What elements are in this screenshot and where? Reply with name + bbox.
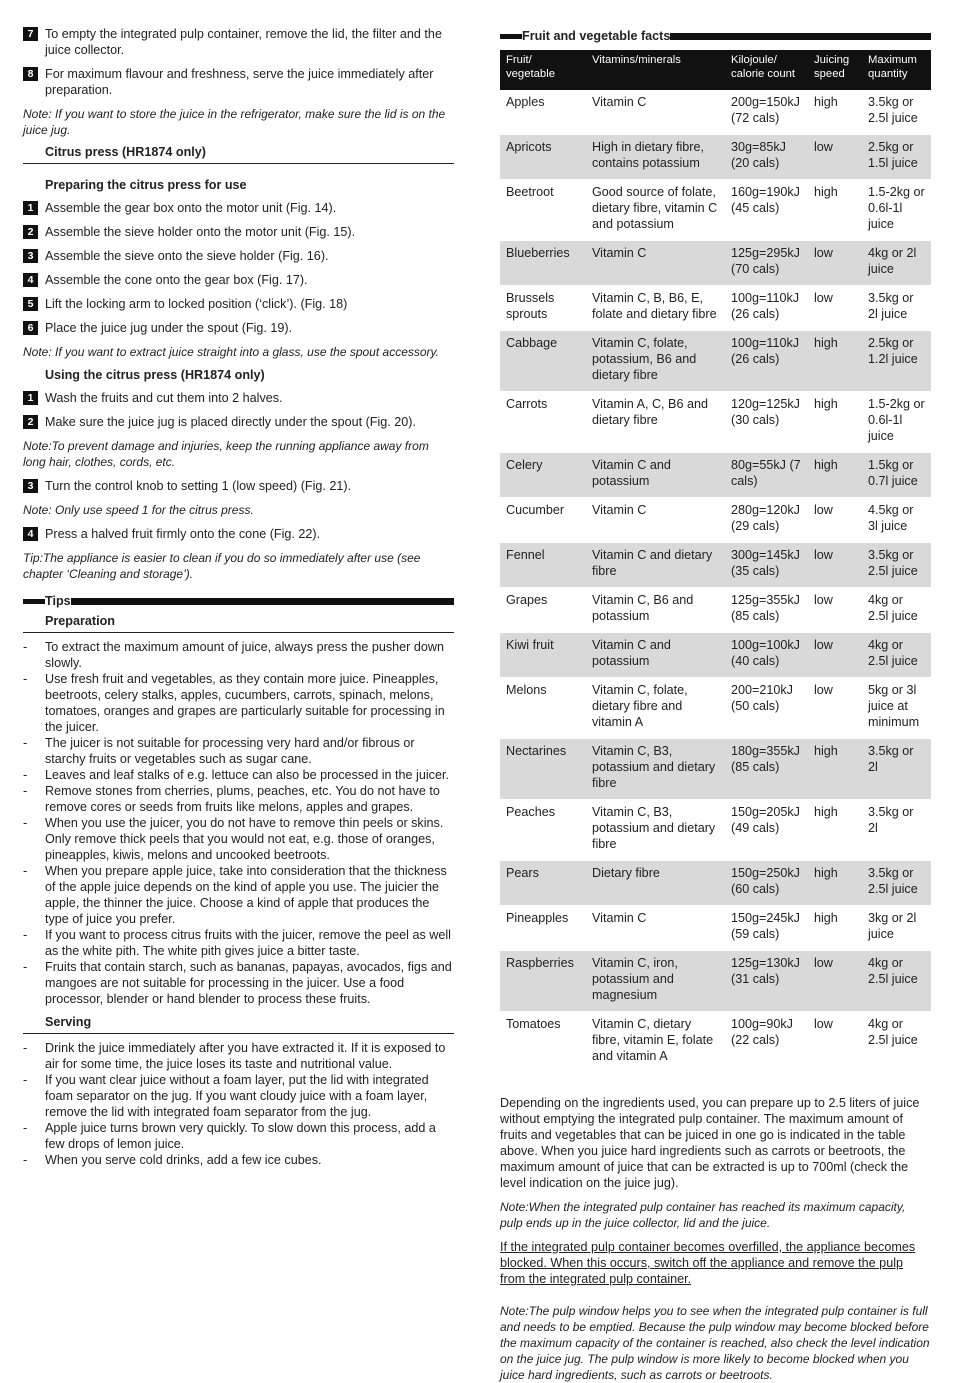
quantity-cell: 1.5-2kg or 0.6l-1l juice [862, 180, 931, 241]
speed-cell: low [808, 543, 862, 588]
using-heading: Using the citrus press (HR1874 only) [45, 368, 265, 382]
step-number: 7 [23, 27, 38, 41]
calorie-cell: 100g=100kJ (40 cals) [725, 633, 808, 678]
vitamins-cell: Vitamin C [586, 498, 725, 543]
step-number: 2 [23, 225, 38, 239]
vitamins-cell: Vitamin C [586, 241, 725, 286]
quantity-cell: 5kg or 3l juice at minimum [862, 678, 931, 739]
table-row [500, 906, 931, 951]
quantity-cell: 4kg or 2l juice [862, 241, 931, 286]
fruit-name-cell: Tomatoes [500, 1012, 586, 1073]
list-item: - Remove stones from cherries, plums, peaches, etc. You do not have to remove cores or seeds from fruits like melons, apples and grapes. [23, 783, 454, 815]
fruit-name-cell: Nectarines [500, 739, 586, 800]
calorie-cell: 120g=125kJ (30 cals) [725, 392, 808, 453]
serving-list [23, 1040, 454, 1168]
quantity-cell: 3.5kg or 2.5l juice [862, 861, 931, 906]
calorie-cell: 125g=355kJ (85 cals) [725, 588, 808, 633]
left-column [23, 0, 454, 1168]
vitamins-cell: Vitamin C, B3, potassium and dietary fibre [586, 800, 725, 861]
citrus-press-heading: Citrus press (HR1874 only) [23, 143, 454, 164]
vitamins-cell: Vitamin C, dietary fibre, vitamin E, folate and vitamin A [586, 1012, 725, 1073]
speed-cell: high [808, 180, 862, 241]
fruit-name-cell: Carrots [500, 392, 586, 453]
step-number: 4 [23, 273, 38, 287]
step-7 [23, 26, 454, 58]
quantity-cell: 4kg or 2.5l juice [862, 951, 931, 1012]
speed-cell: low [808, 678, 862, 739]
list-item: - If you want clear juice without a foam layer, put the lid with integrated foam separator on the jug. If you want cloudy juice with a foam layer, remove the lid with integrated foam separator from the jug. [23, 1072, 454, 1120]
prep-step [23, 200, 454, 216]
speed-cell: low [808, 1012, 862, 1073]
tips-section-bar [23, 593, 454, 609]
list-item: - If you want to process citrus fruits with the juicer, remove the peel as well as the white pith. The white pith gives juice a bitter taste. [23, 927, 454, 959]
step-number: 1 [23, 201, 38, 215]
quantity-cell: 4kg or 2.5l juice [862, 588, 931, 633]
column-header: Juicing speed [808, 50, 862, 90]
calorie-cell: 150g=250kJ (60 cals) [725, 861, 808, 906]
fruit-name-cell: Melons [500, 678, 586, 739]
table-row [500, 135, 931, 180]
table-header-row [500, 50, 931, 90]
facts-section-bar [500, 28, 931, 44]
step-text: Make sure the juice jug is placed directly under the spout (Fig. 20). [45, 415, 417, 429]
table-row [500, 90, 931, 135]
fruit-name-cell: Cucumber [500, 498, 586, 543]
section-bar-lead [23, 599, 45, 604]
vitamins-cell: Good source of folate, dietary fibre, vitamin C and potassium [586, 180, 725, 241]
fruit-name-cell: Kiwi fruit [500, 633, 586, 678]
table-row [500, 861, 931, 906]
step-text: Lift the locking arm to locked position (‘click’). (Fig. 18) [45, 297, 348, 311]
quantity-cell: 3.5kg or 2.5l juice [862, 90, 931, 135]
list-item: - Drink the juice immediately after you have extracted it. If it is exposed to air for some time, the juice loses its taste and nutritional value. [23, 1040, 454, 1072]
fruit-name-cell: Cabbage [500, 331, 586, 392]
step-text: Assemble the gear box onto the motor unit (Fig. 14). [45, 201, 337, 215]
fruit-name-cell: Peaches [500, 800, 586, 861]
table-row [500, 241, 931, 286]
vitamins-cell: Vitamin C, B, B6, E, folate and dietary fibre [586, 286, 725, 331]
quantity-cell: 3.5kg or 2.5l juice [862, 543, 931, 588]
vitamins-cell: Vitamin C [586, 90, 725, 135]
speed-cell: high [808, 90, 862, 135]
speed-cell: high [808, 906, 862, 951]
speed-cell: high [808, 861, 862, 906]
using-step [23, 414, 454, 430]
prep-step [23, 272, 454, 288]
table-row [500, 392, 931, 453]
speed-cell: low [808, 241, 862, 286]
step-text: Place the juice jug under the spout (Fig. 19). [45, 321, 293, 335]
speed-cell: low [808, 951, 862, 1012]
preparation-heading: Preparation [23, 612, 454, 633]
table-row [500, 543, 931, 588]
step-text: For maximum flavour and freshness, serve the juice immediately after preparation. [45, 67, 434, 97]
list-item: - The juicer is not suitable for processing very hard and/or fibrous or starchy fruits or vegetables such as sugar cane. [23, 735, 454, 767]
calorie-cell: 150g=205kJ (49 cals) [725, 800, 808, 861]
prep-step [23, 248, 454, 264]
section-bar-fill [670, 33, 931, 40]
fruit-name-cell: Apricots [500, 135, 586, 180]
quantity-cell: 3.5kg or 2l juice [862, 286, 931, 331]
prep-step [23, 320, 454, 336]
calorie-cell: 125g=130kJ (31 cals) [725, 951, 808, 1012]
vitamins-cell: Vitamin C, B3, potassium and dietary fibre [586, 739, 725, 800]
note-pulp-window: Note:The pulp window helps you to see when the integrated pulp container is full and needs to be emptied. Because the pulp window may become blocked before the maximum capacity of the container is reached, also check the level indication on the juice jug. The pulp window is more likely to become blocked when you juice hard ingredients, such as carrots or beetroots. [500, 1304, 930, 1382]
note-glass: Note: If you want to extract juice straight into a glass, use the spout accessory. [23, 345, 439, 359]
using-step [23, 526, 454, 542]
vitamins-cell: Vitamin C, folate, dietary fibre and vitamin A [586, 678, 725, 739]
speed-cell: low [808, 286, 862, 331]
table-row [500, 286, 931, 331]
table-row [500, 633, 931, 678]
step-text: To empty the integrated pulp container, remove the lid, the filter and the juice collector. [45, 27, 442, 57]
fruit-name-cell: Beetroot [500, 180, 586, 241]
quantity-cell: 3kg or 2l juice [862, 906, 931, 951]
step-text: Wash the fruits and cut them into 2 halves. [45, 391, 283, 405]
step-text: Press a halved fruit firmly onto the cone (Fig. 22). [45, 527, 321, 541]
step-number: 4 [23, 527, 38, 541]
vitamins-cell: Dietary fibre [586, 861, 725, 906]
calorie-cell: 100g=90kJ (22 cals) [725, 1012, 808, 1073]
capacity-paragraph: Depending on the ingredients used, you can prepare up to 2.5 liters of juice without emptying the integrated pulp container. The maximum amount of fruits and vegetables that can be juiced in one go is indicated in the table above. When you juice hard ingredients such as carrots or beetroots, the maximum amount of juice that can be extracted is up to 700ml (check the level indication on the juice jug). [500, 1096, 920, 1190]
step-number: 3 [23, 479, 38, 493]
speed-cell: high [808, 331, 862, 392]
calorie-cell: 200g=150kJ (72 cals) [725, 90, 808, 135]
tip-clean: Tip:The appliance is easier to clean if you do so immediately after use (see chapter ‘Cleaning and storage’). [23, 551, 421, 581]
quantity-cell: 3.5kg or 2l [862, 800, 931, 861]
vitamins-cell: Vitamin A, C, B6 and dietary fibre [586, 392, 725, 453]
section-bar-lead [500, 34, 522, 39]
speed-cell: high [808, 392, 862, 453]
preparing-steps [23, 200, 454, 336]
note-capacity: Note:When the integrated pulp container has reached its maximum capacity, pulp ends up in the juice collector, lid and the juice. [500, 1200, 906, 1230]
calorie-cell: 125g=295kJ (70 cals) [725, 241, 808, 286]
prep-step [23, 296, 454, 312]
serving-heading: Serving [23, 1013, 454, 1034]
calorie-cell: 100g=110kJ (26 cals) [725, 286, 808, 331]
fruit-name-cell: Grapes [500, 588, 586, 633]
list-item: - When you serve cold drinks, add a few ice cubes. [23, 1152, 454, 1168]
overfilled-warning: If the integrated pulp container becomes overfilled, the appliance becomes blocked. When this occurs, switch off the appliance and remove the pulp from the integrated pulp container. [500, 1240, 916, 1286]
list-item: - Apple juice turns brown very quickly. To slow down this process, add a few drops of lemon juice. [23, 1120, 454, 1152]
calorie-cell: 150g=245kJ (59 cals) [725, 906, 808, 951]
step-text: Assemble the sieve holder onto the motor unit (Fig. 15). [45, 225, 356, 239]
vitamins-cell: Vitamin C [586, 906, 725, 951]
step-text: Turn the control knob to setting 1 (low speed) (Fig. 21). [45, 479, 352, 493]
fruit-name-cell: Pears [500, 861, 586, 906]
step-number: 5 [23, 297, 38, 311]
fruit-name-cell: Raspberries [500, 951, 586, 1012]
calorie-cell: 280g=120kJ (29 cals) [725, 498, 808, 543]
table-row [500, 678, 931, 739]
fruit-name-cell: Brussels sprouts [500, 286, 586, 331]
note-speed: Note: Only use speed 1 for the citrus press. [23, 503, 254, 517]
preparation-list [23, 639, 454, 1007]
quantity-cell: 3.5kg or 2l [862, 739, 931, 800]
step-number: 8 [23, 67, 38, 81]
quantity-cell: 4kg or 2.5l juice [862, 633, 931, 678]
step-number: 6 [23, 321, 38, 335]
calorie-cell: 160g=190kJ (45 cals) [725, 180, 808, 241]
calorie-cell: 80g=55kJ (7 cals) [725, 453, 808, 498]
column-header: Maximum quantity [862, 50, 931, 90]
speed-cell: low [808, 588, 862, 633]
vitamins-cell: Vitamin C and dietary fibre [586, 543, 725, 588]
quantity-cell: 1.5kg or 0.7l juice [862, 453, 931, 498]
speed-cell: high [808, 739, 862, 800]
fruit-name-cell: Celery [500, 453, 586, 498]
table-row [500, 739, 931, 800]
table-row [500, 1012, 931, 1073]
tips-heading: Tips [45, 594, 71, 608]
quantity-cell: 2.5kg or 1.5l juice [862, 135, 931, 180]
table-row [500, 180, 931, 241]
fruit-name-cell: Blueberries [500, 241, 586, 286]
vitamins-cell: Vitamin C, B6 and potassium [586, 588, 725, 633]
vitamins-cell: High in dietary fibre, contains potassium [586, 135, 725, 180]
using-step [23, 390, 454, 406]
table-row [500, 588, 931, 633]
fruit-name-cell: Fennel [500, 543, 586, 588]
calorie-cell: 100g=110kJ (26 cals) [725, 331, 808, 392]
using-step [23, 478, 454, 494]
calorie-cell: 300g=145kJ (35 cals) [725, 543, 808, 588]
quantity-cell: 4.5kg or 3l juice [862, 498, 931, 543]
list-item: - Leaves and leaf stalks of e.g. lettuce can also be processed in the juicer. [23, 767, 454, 783]
list-item: - To extract the maximum amount of juice, always press the pusher down slowly. [23, 639, 454, 671]
table-row [500, 453, 931, 498]
table-row [500, 498, 931, 543]
step-8 [23, 66, 454, 98]
table-row [500, 800, 931, 861]
list-item: - When you prepare apple juice, take into consideration that the thickness of the apple juice depends on the kind of apple you use. The juicier the apple, the thinner the juice. Choose a kind of apple that produces the type of juice you prefer. [23, 863, 454, 927]
note-damage: Note:To prevent damage and injuries, keep the running appliance away from long hair, clothes, cords, etc. [23, 439, 429, 469]
step-number: 2 [23, 415, 38, 429]
prep-step [23, 224, 454, 240]
fruit-facts-table [500, 50, 931, 1073]
calorie-cell: 30g=85kJ (20 cals) [725, 135, 808, 180]
list-item: - Use fresh fruit and vegetables, as they contain more juice. Pineapples, beetroots, celery stalks, apples, cucumbers, carrots, spinach, melons, tomatoes, oranges and grapes are particularly suitable for processing in the juicer. [23, 671, 454, 735]
note-store: Note: If you want to store the juice in the refrigerator, make sure the lid is on the juice jug. [23, 107, 446, 137]
vitamins-cell: Vitamin C and potassium [586, 633, 725, 678]
calorie-cell: 180g=355kJ (85 cals) [725, 739, 808, 800]
quantity-cell: 1.5-2kg or 0.6l-1l juice [862, 392, 931, 453]
speed-cell: low [808, 135, 862, 180]
table-body [500, 90, 931, 1073]
speed-cell: low [808, 633, 862, 678]
list-item: - When you use the juicer, you do not have to remove thin peels or skins. Only remove thick peels that you would not eat, e.g. those of oranges, pineapples, kiwis, melons and uncooked beetroots. [23, 815, 454, 863]
vitamins-cell: Vitamin C and potassium [586, 453, 725, 498]
facts-heading: Fruit and vegetable facts [522, 29, 671, 43]
quantity-cell: 4kg or 2.5l juice [862, 1012, 931, 1073]
speed-cell: high [808, 800, 862, 861]
section-bar-fill [71, 598, 454, 605]
column-header: Vitamins/minerals [586, 50, 725, 90]
table-row [500, 331, 931, 392]
step-number: 3 [23, 249, 38, 263]
column-header: Kilojoule/ calorie count [725, 50, 808, 90]
vitamins-cell: Vitamin C, folate, potassium, B6 and dietary fibre [586, 331, 725, 392]
step-text: Assemble the cone onto the gear box (Fig. 17). [45, 273, 308, 287]
step-number: 1 [23, 391, 38, 405]
fruit-name-cell: Apples [500, 90, 586, 135]
speed-cell: low [808, 498, 862, 543]
right-column [500, 0, 931, 1383]
speed-cell: high [808, 453, 862, 498]
table-row [500, 951, 931, 1012]
fruit-name-cell: Pineapples [500, 906, 586, 951]
preparing-heading: Preparing the citrus press for use [45, 178, 247, 192]
column-header: Fruit/ vegetable [500, 50, 586, 90]
vitamins-cell: Vitamin C, iron, potassium and magnesium [586, 951, 725, 1012]
quantity-cell: 2.5kg or 1.2l juice [862, 331, 931, 392]
step-text: Assemble the sieve onto the sieve holder (Fig. 16). [45, 249, 329, 263]
calorie-cell: 200=210kJ (50 cals) [725, 678, 808, 739]
list-item: - Fruits that contain starch, such as bananas, papayas, avocados, figs and mangoes are not suitable for processing in the juicer. Use a food processor, blender or hand blender to process these fruits. [23, 959, 454, 1007]
